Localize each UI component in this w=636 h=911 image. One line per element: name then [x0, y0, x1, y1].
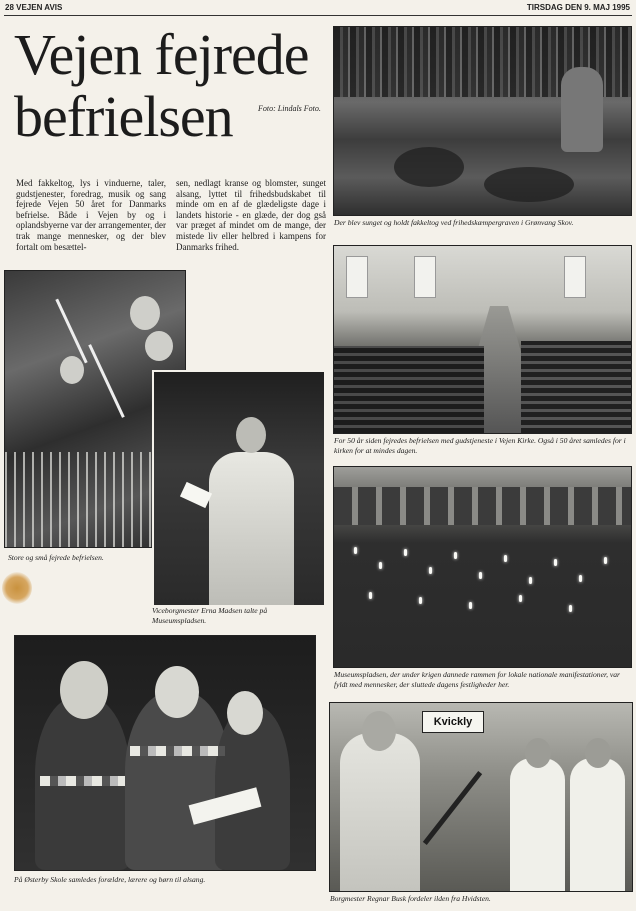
photo-museum-square [333, 466, 632, 668]
photo-vice-mayor [152, 370, 326, 607]
church-window-shape [564, 256, 586, 298]
runner-figure-shape [510, 758, 565, 891]
photo-mayor-torch [329, 702, 633, 892]
mayor-figure-shape [340, 733, 420, 891]
person-head-shape [585, 738, 611, 768]
candle-light [454, 552, 457, 559]
candle-light [569, 605, 572, 612]
memorial-stone-shape [561, 67, 603, 152]
caption-museum: Museumspladsen, der under krigen dannede rammen for lokale nationale manifestationer, var fyldt med mennesker, der sluttede dagens festligheder her. [334, 670, 620, 689]
person-head-shape [60, 356, 84, 384]
caption-grove: Der blev sunget og holdt fakkeltog ved frihedskæmpergraven i Grønvang Skov. [334, 218, 574, 227]
article-body-column-1: Med fakkeltog, lys i vinduerne, taler, gudstjenester, foredrag, musik og sang fejrede Vejen 50 året for Danmarks befrielse. Både i Vejen by og i oplandsbyerne var der arrangementer, der trak mange mennesker, og der blev fortalt om besættel- [16, 178, 166, 252]
candle-light [519, 595, 522, 602]
candle-light [604, 557, 607, 564]
building-shape [334, 487, 631, 525]
headline-line-1: Vejen fejrede [14, 22, 309, 87]
candle-light [479, 572, 482, 579]
child-face-shape [60, 661, 108, 719]
caption-school: På Østerby Skole samledes forældre, lærere og børn til alsang. [14, 875, 206, 884]
child-face-shape [227, 691, 263, 735]
photo-memorial-grove [333, 26, 632, 216]
photo-credit: Foto: Lindals Foto. [258, 104, 321, 113]
person-head-shape [130, 296, 160, 330]
jacket-stripe [40, 776, 125, 786]
runner-figure-shape [570, 758, 625, 891]
church-window-shape [346, 256, 368, 298]
candle-light [429, 567, 432, 574]
candle-light [469, 602, 472, 609]
candle-light [579, 575, 582, 582]
torch-shape [423, 771, 482, 845]
candle-light [369, 592, 372, 599]
coat-shape [209, 452, 294, 605]
headline-line-2: befrielsen [14, 84, 233, 149]
church-window-shape [414, 256, 436, 298]
jacket-stripe [130, 746, 225, 756]
page-header-left: 28 VEJEN AVIS [5, 3, 63, 12]
candle-light [419, 597, 422, 604]
store-sign: Kvickly [422, 711, 484, 733]
caption-kids: Store og små fejrede befrielsen. [8, 553, 104, 562]
pews-left-shape [334, 346, 484, 433]
caption-church: For 50 år siden fejredes befrielsen med gudstjeneste i Vejen Kirke. Også i 50 året samledes for i kirken for at mindes dagen. [334, 436, 626, 455]
paper-stain [2, 572, 32, 604]
person-head-shape [362, 711, 396, 751]
caption-vice-mayor: Viceborgmester Erna Madsen talte på Museumspladsen. [152, 606, 268, 625]
candle-light [554, 559, 557, 566]
bush-shape [394, 147, 464, 187]
candle-light [529, 577, 532, 584]
child-face-shape [155, 666, 199, 718]
article-headline [14, 22, 334, 149]
photo-church-service [333, 245, 632, 434]
photo-school-children [14, 635, 316, 871]
candle-light [504, 555, 507, 562]
article-body-column-2: sen, nedlagt kranse og blomster, sunget alsang, lyttet til frihedsbudskabet til minde om en af de glædeligste dage i landets historie - en glæde, der dog gså var præget af mindet om de mange, der mistede liv eller helbred i kampens for Danmarks frihed. [176, 178, 326, 252]
page-header-date: TIRSDAG DEN 9. MAJ 1995 [526, 3, 630, 12]
person-head-shape [525, 738, 551, 768]
candle-light [354, 547, 357, 554]
bush-shape [484, 167, 574, 202]
paper-shape [180, 482, 212, 508]
header-rule [4, 15, 632, 16]
caption-mayor: Borgmester Regnar Busk fordeler ilden fra Hvidsten. [330, 894, 491, 903]
person-head-shape [236, 417, 266, 453]
torch-shape [88, 344, 125, 418]
fence-shape [5, 452, 155, 547]
pews-right-shape [521, 341, 631, 433]
torch-shape [55, 299, 87, 364]
candle-light [404, 549, 407, 556]
candle-light [379, 562, 382, 569]
person-head-shape [145, 331, 173, 361]
